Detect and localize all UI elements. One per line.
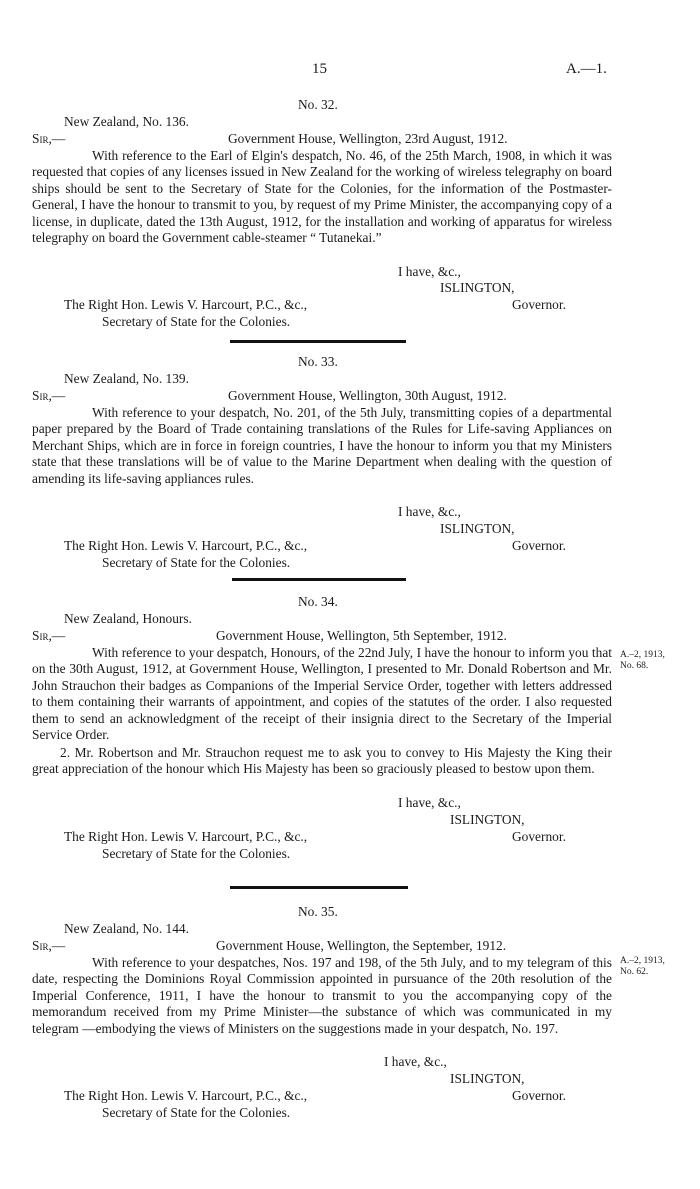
despatch-paragraph: With reference to your despatches, Nos. 197 and 198, of the 5th July, and to my telegram of this date, respecting the Dominions Royal Commission appointed in pursuance of the 20th resolution of the Imperial Conference, 1911, I have the honour to transmit to you the accompanying copy of the memorandum received from my Prime Minister—the substance of which was communicated in my telegram —embodying the views of Ministers on the suggestions made in your despatch, No. 197. bbox=[32, 955, 612, 1036]
margin-reference: No. 62. bbox=[620, 967, 649, 977]
addressee-title: Secretary of State for the Colonies. bbox=[102, 314, 291, 329]
salutation: Sir,— bbox=[32, 388, 66, 403]
place-date: Government House, Wellington, 5th September, 1912. bbox=[216, 628, 507, 643]
despatch-paragraph: With reference to your despatch, Honours, of the 22nd July, I have the honour to inform you that on the 30th August, 1912, at Government House, Wellington, I presented to Mr. Donald Robertson and Mr. John Strauchon their badges as Companions of the Imperial Service Order, together with letters addressed to them containing their warrants of appointment, and copies of the statutes of the order. I also requested them to send an acknowledgment of the receipt of their insignia direct to the Secretary of the Imperial Service Order. bbox=[32, 645, 612, 743]
despatch-origin: New Zealand, No. 139. bbox=[64, 371, 189, 386]
signatory: ISLINGTON, bbox=[450, 812, 525, 827]
despatch-number: No. 35. bbox=[298, 904, 338, 919]
closing: I have, &c., bbox=[398, 795, 461, 810]
closing: I have, &c., bbox=[398, 504, 461, 519]
margin-reference: A.–2, 1913, bbox=[620, 650, 665, 660]
addressee: The Right Hon. Lewis V. Harcourt, P.C., &c., bbox=[64, 297, 308, 312]
place-date: Government House, Wellington, 30th August, 1912. bbox=[228, 388, 507, 403]
salutation: Sir,— bbox=[32, 131, 66, 146]
section-divider bbox=[230, 886, 408, 889]
place-date: Government House, Wellington, the September, 1912. bbox=[216, 938, 507, 953]
signatory: ISLINGTON, bbox=[440, 521, 515, 536]
signatory-role: Governor. bbox=[512, 297, 566, 312]
addressee: The Right Hon. Lewis V. Harcourt, P.C., &c., bbox=[64, 538, 308, 553]
addressee-title: Secretary of State for the Colonies. bbox=[102, 555, 291, 570]
addressee-title: Secretary of State for the Colonies. bbox=[102, 846, 291, 861]
signatory: ISLINGTON, bbox=[450, 1071, 525, 1086]
closing: I have, &c., bbox=[398, 264, 461, 279]
despatch-origin: New Zealand, No. 144. bbox=[64, 921, 189, 936]
margin-reference: No. 68. bbox=[620, 661, 649, 671]
despatch-number: No. 33. bbox=[298, 354, 338, 369]
place-date: Government House, Wellington, 23rd August, 1912. bbox=[228, 131, 508, 146]
signatory: ISLINGTON, bbox=[440, 280, 515, 295]
closing: I have, &c., bbox=[384, 1054, 447, 1069]
signatory-role: Governor. bbox=[512, 538, 566, 553]
salutation: Sir,— bbox=[32, 628, 66, 643]
despatch-origin: New Zealand, No. 136. bbox=[64, 114, 189, 129]
despatch-paragraph: 2. Mr. Robertson and Mr. Strauchon request me to ask you to convey to His Majesty the King their great appreciation of the honour which His Majesty has been so graciously pleased to bestow upon them. bbox=[32, 745, 612, 777]
despatch-number: No. 32. bbox=[298, 97, 338, 112]
signatory-role: Governor. bbox=[512, 1088, 566, 1103]
despatch-origin: New Zealand, Honours. bbox=[64, 611, 192, 626]
page-number: 15 bbox=[312, 61, 327, 77]
signatory-role: Governor. bbox=[512, 829, 566, 844]
section-divider bbox=[232, 578, 406, 581]
despatch-paragraph: With reference to your despatch, No. 201, of the 5th July, transmitting copies of a departmental paper prepared by the Board of Trade containing translations of the Rules for Life-saving Appliances on Merchant Ships, which are in force in foreign countries, I have the honour to inform you that my Ministers state that these translations will be of value to the Marine Department when dealing with the question of amending its life-saving appliances rules. bbox=[32, 405, 612, 486]
addressee: The Right Hon. Lewis V. Harcourt, P.C., &c., bbox=[64, 1088, 308, 1103]
despatch-paragraph: With reference to the Earl of Elgin's despatch, No. 46, of the 25th March, 1908, in which it was requested that copies of any licenses issued in New Zealand for the working of wireless telegraphy on board ships should be sent to the Secretary of State for the Colonies, for the information of the Postmaster-General, I have the honour to transmit to you, by request of my Prime Minister, the accompanying copy of a license, in duplicate, dated the 13th August, 1912, for the installation and working of apparatus for wireless telegraphy on board the Government cable-steamer “ Tutanekai.” bbox=[32, 148, 612, 246]
salutation: Sir,— bbox=[32, 938, 66, 953]
addressee-title: Secretary of State for the Colonies. bbox=[102, 1105, 291, 1120]
despatch-number: No. 34. bbox=[298, 594, 338, 609]
paper-reference: A.—1. bbox=[566, 61, 607, 77]
section-divider bbox=[230, 340, 406, 343]
margin-reference: A.–2, 1913, bbox=[620, 956, 665, 966]
addressee: The Right Hon. Lewis V. Harcourt, P.C., &c., bbox=[64, 829, 308, 844]
